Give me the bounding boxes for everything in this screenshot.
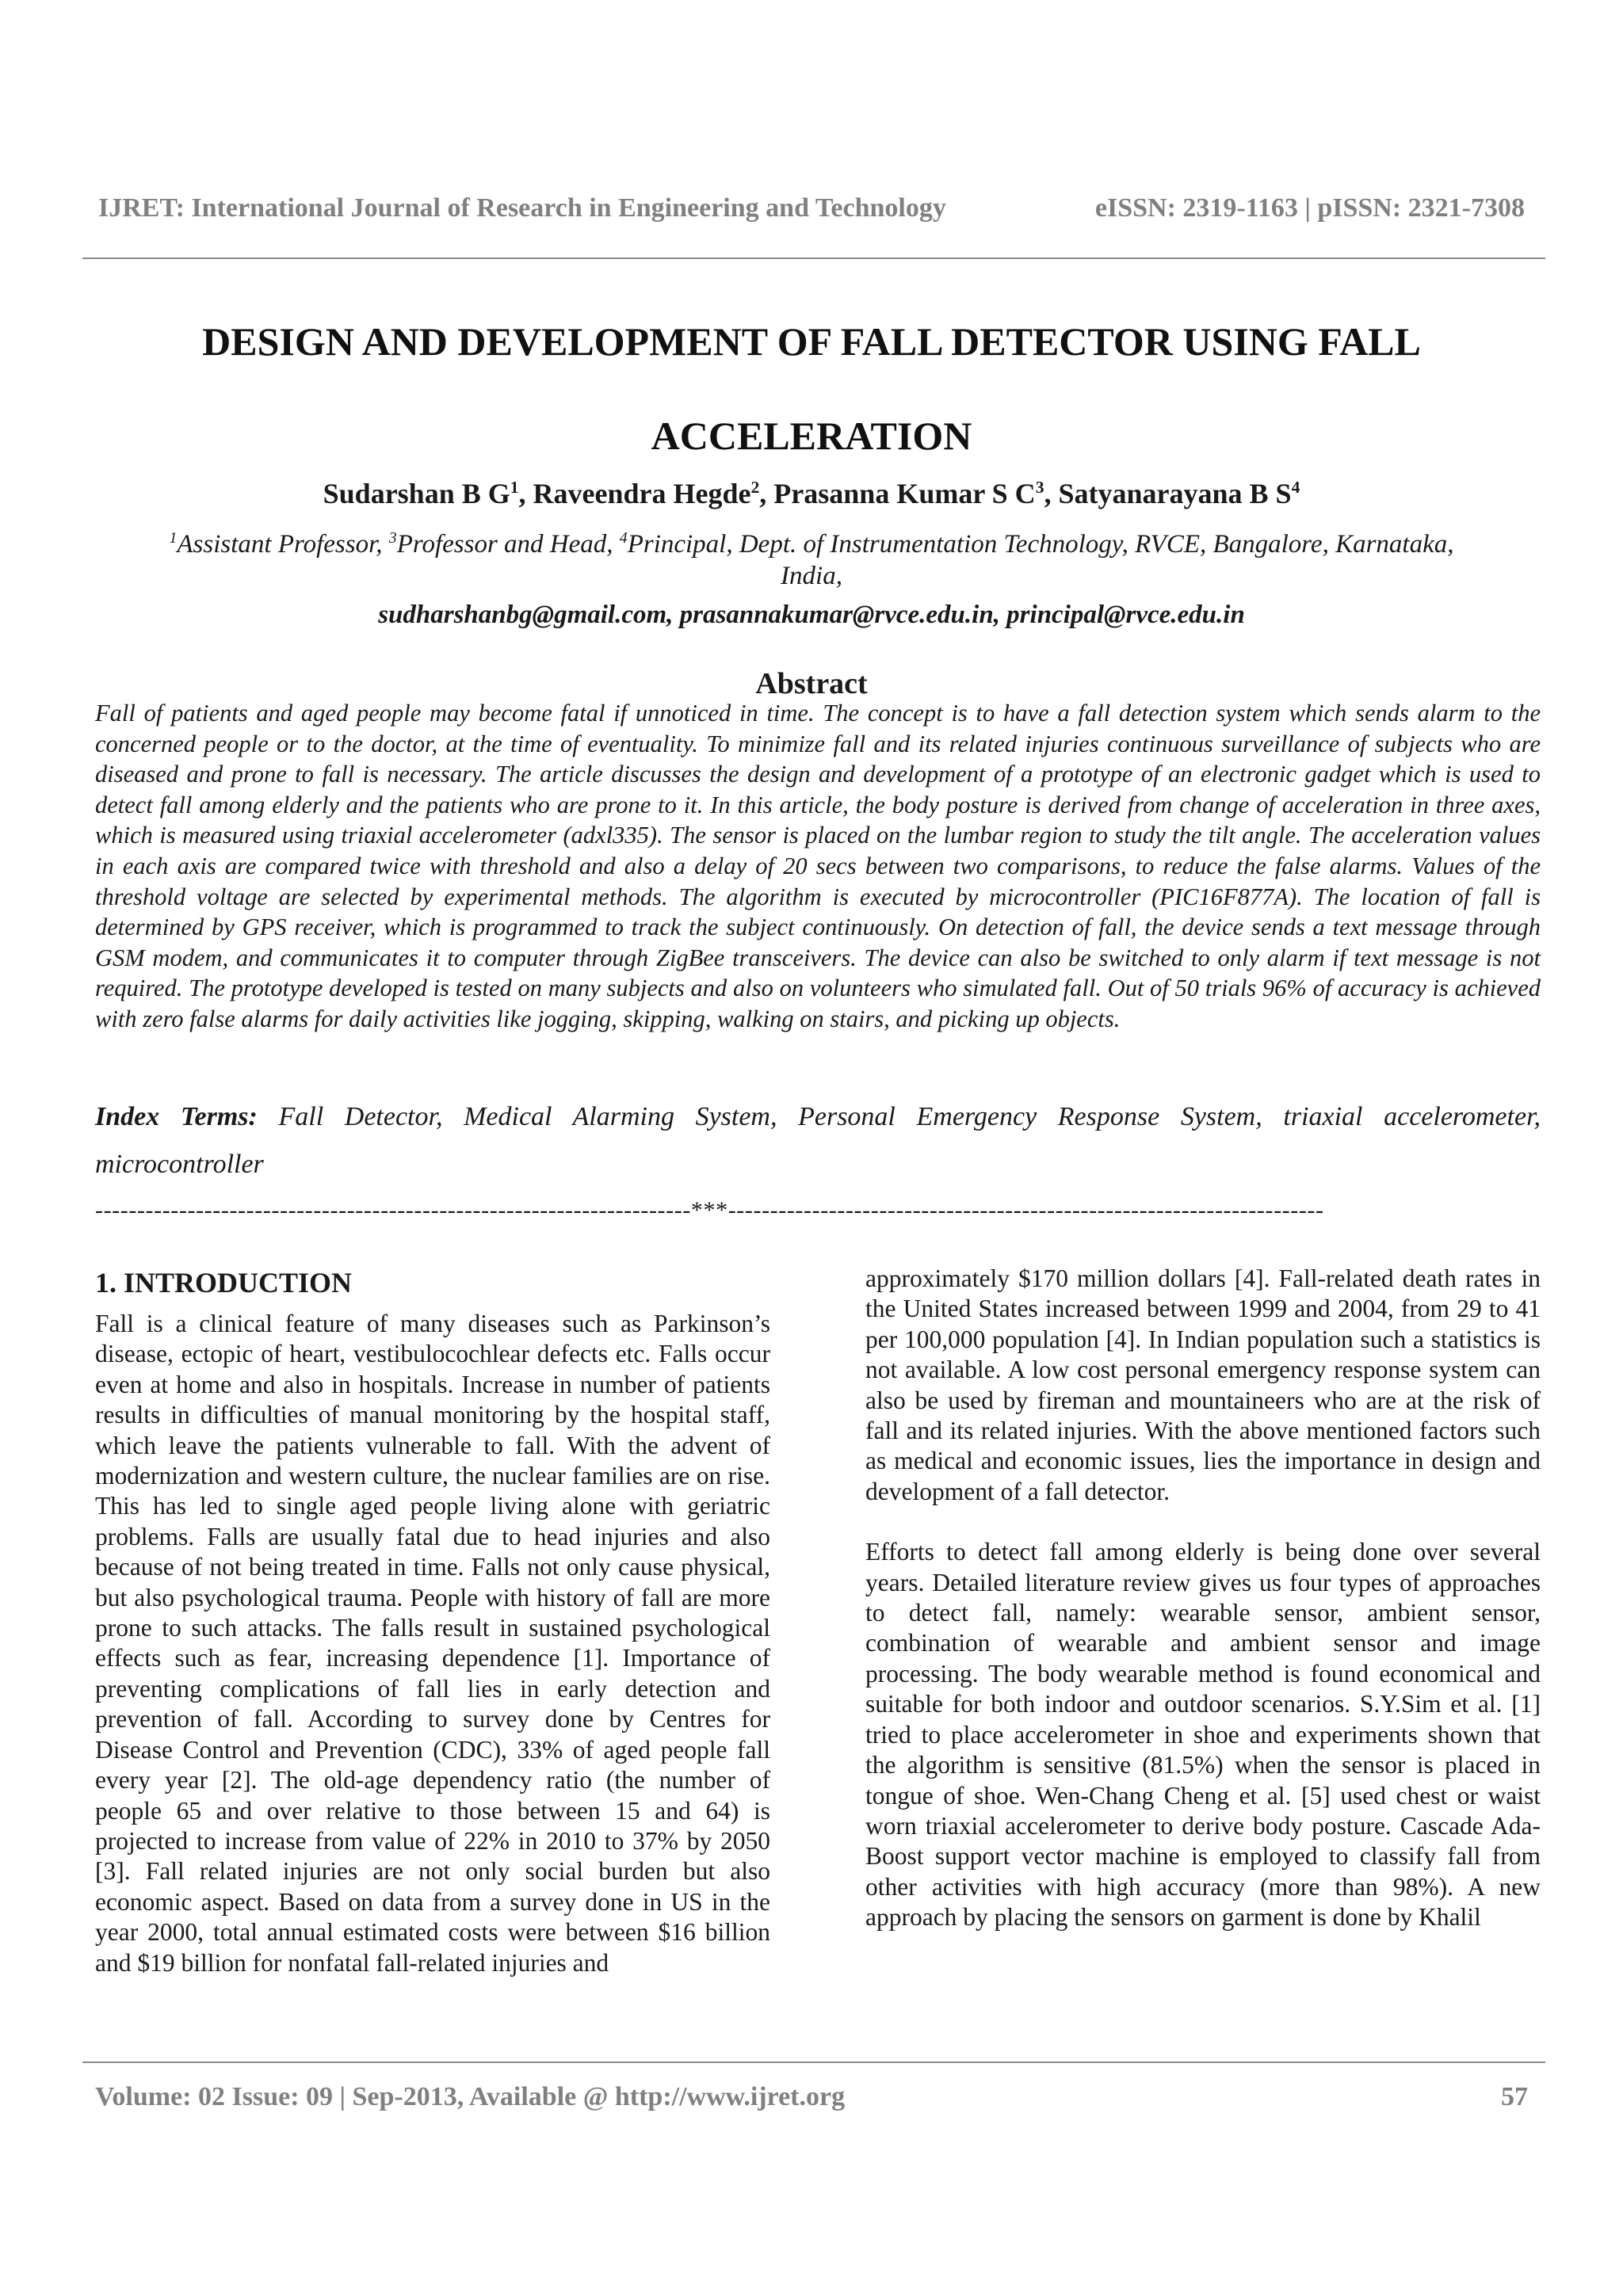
- affil-text: Principal, Dept. of Instrumentation Technology, RVCE, Bangalore, Karnataka, India,: [627, 530, 1454, 590]
- author-sup: 1: [510, 478, 519, 497]
- index-terms: [95, 1093, 1541, 1188]
- index-terms-text: Fall Detector, Medical Alarming System, Personal Emergency Response System, triaxial accelerometer, microcontroller: [95, 1102, 1541, 1179]
- affil-sup: 4: [619, 529, 628, 547]
- affil-sup: 1: [169, 529, 178, 547]
- author-name: Satyanarayana B S: [1058, 478, 1292, 509]
- page-number: 57: [1501, 2082, 1528, 2111]
- index-terms-label: Index Terms:: [95, 1102, 258, 1131]
- affil-text: Professor and Head,: [396, 530, 620, 559]
- author-name: Raveendra Hegde: [533, 478, 751, 509]
- author-emails: sudharshanbg@gmail.com, prasannakumar@rvce.edu.in, principal@rvce.edu.in: [378, 601, 1245, 629]
- section-separator: -----------------------------------------------------------------------***-----------------------------------------------------------------------: [95, 1197, 1324, 1223]
- abstract-heading: Abstract: [755, 667, 868, 700]
- journal-name: IJRET: International Journal of Research in Engineering and Technology: [98, 193, 946, 223]
- author-list: Sudarshan B $G^1$, Raveendra Hegde$^2$, Prasanna Kumar S $C^3$, Satyanarayana B $S^4$: [323, 478, 1300, 509]
- author-name: Prasanna Kumar S C: [773, 478, 1036, 509]
- header-rule: [82, 257, 1545, 259]
- author-sup: 2: [750, 478, 760, 497]
- running-header: [98, 193, 1525, 223]
- abstract-text: Fall of patients and aged people may become fatal if unnoticed in time. The concept is to have a fall detection system which sends alarm to the concerned people or to the doctor, at the time of eventuality. To minimize fall and its related injuries continuous surveillance of subjects who are diseased and prone to fall is necessary. The article discusses the design and development of a prototype of an electronic gadget which is used to detect fall among elderly and the patients who are prone to it. In this article, the body posture is derived from change of acceleration in three axes, which is measured using triaxial accelerometer (adxl335). The sensor is placed on the lumbar region to study the tilt angle. The acceleration values in each axis are compared twice with threshold and also a delay of 20 secs between two comparisons, to reduce the false alarms. Values of the threshold voltage are selected by experimental methods. The algorithm is executed by microcontroller (PIC16F877A). The location of fall is determined by GPS receiver, which is programmed to track the subject continuously. On detection of fall, the device sends a text message through GSM modem, and communicates it to computer through ZigBee transceivers. The device can also be switched to only alarm if text message is not required. The prototype developed is tested on many subjects and also on volunteers who simulated fall. Out of 50 trials 96% of accuracy is achieved with zero false alarms for daily activities like jogging, skipping, walking on stairs, and picking up objects.: [95, 700, 1541, 1032]
- left-column: [95, 1263, 770, 1978]
- author-sup: 3: [1035, 478, 1044, 497]
- footer-rule: [82, 2061, 1545, 2063]
- affil-text: Assistant Professor,: [177, 530, 389, 559]
- section-heading: 1. INTRODUCTION: [95, 1267, 353, 1299]
- paragraph: approximately $170 million dollars [4]. Fall-related death rates in the United States increased between 1999 and 2004, from 29 to 41 per 100,000 population [4]. In Indian population such a statistics is not available. A low cost personal emergency response system can also be used by fireman and mountaineers who are at the risk of fall and its related injuries. With the above mentioned factors such as medical and economic issues, lies the importance in design and development of a fall detector.: [865, 1264, 1541, 1505]
- author-sup: 4: [1291, 478, 1300, 497]
- journal-issn: eISSN: 2319-1163 | pISSN: 2321-7308: [1094, 193, 1525, 223]
- author-name: Sudarshan B G: [323, 478, 510, 509]
- affil-sup: 3: [388, 529, 397, 547]
- paragraph: Fall is a clinical feature of many diseases such as Parkinson’s disease, ectopic of heart, vestibulocochlear defects etc. Falls occur even at home and also in hospitals. Increase in number of patients results in difficulties of manual monitoring by the hospital staff, which leave the patients vulnerable to fall. With the advent of modernization and western culture, the nuclear families are on rise. This has led to single aged people living alone with geriatric problems. Falls are usually fatal due to head injuries and also because of not being treated in time. Falls not only cause physical, but also psychological trauma. People with history of fall are more prone to such attacks. The falls result in sustained psychological effects such as fear, increasing dependence [1]. Importance of preventing complications of fall lies in early detection and prevention of fall. According to survey done by Centres for Disease Control and Prevention (CDC), 33% of aged people fall every year [2]. The old-age dependency ratio (the number of people 65 and over relative to those between 15 and 64) is projected to increase from value of 22% in 2010 to 37% by 2050 [3]. Fall related injuries are not only social burden but also economic aspect. Based on data from a survey done in US in the year 2000, total annual estimated costs were between $16 billion and $19 billion for nonfatal fall-related injuries and: [95, 1310, 770, 1977]
- paper-title: DESIGN AND DEVELOPMENT OF FALL DETECTOR USING FALL ACCELERATION: [202, 319, 1421, 458]
- footer-volume: Volume: 02 Issue: 09 | Sep-2013, Available @ http://www.ijret.org: [95, 2082, 846, 2111]
- right-column: [865, 1264, 1541, 1933]
- affiliation: [158, 528, 1465, 592]
- page-footer: [95, 2082, 1528, 2112]
- paragraph: Efforts to detect fall among elderly is being done over several years. Detailed literature review gives us four types of approaches to detect fall, namely: wearable sensor, ambient sensor, combination of wearable and ambient sensor and image processing. The body wearable method is found economical and suitable for both indoor and outdoor scenarios. S.Y.Sim et al. [1] tried to place accelerometer in shoe and experiments shown that the algorithm is sensitive (81.5%) when the sensor is placed in tongue of shoe. Wen-Chang Cheng et al. [5] used chest or waist worn triaxial accelerometer to derive body posture. Cascade Ada-Boost support vector machine is employed to classify fall from other activities with high accuracy (more than 98%). A new approach by placing the sensors on garment is done by Khalil: [865, 1538, 1541, 1932]
